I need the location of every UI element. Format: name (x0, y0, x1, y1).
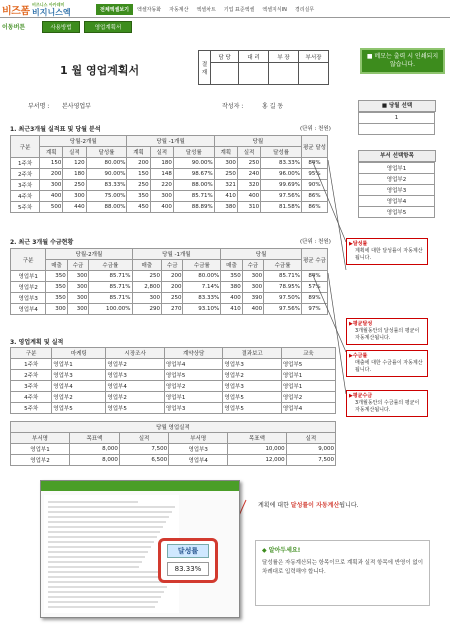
table-row (11, 444, 336, 455)
callout-text: 계획에 대한 달성률이 자동계산됩니다. (355, 248, 423, 261)
col-header: 목표액 (70, 433, 120, 444)
col-group: 당월-2개월 (40, 136, 127, 147)
nav-item-autocalc[interactable]: 자동계산 (169, 7, 189, 13)
table-cell[interactable]: 영업부5 (223, 403, 281, 414)
table-cell[interactable]: 410 (214, 191, 237, 202)
preview-line (48, 586, 167, 588)
approval-col: 대 리 (239, 51, 269, 63)
dept-option[interactable]: 영업부4 (359, 196, 435, 207)
col-header: 계약상담 (164, 348, 222, 359)
table-cell: 5주차 (11, 202, 40, 213)
table-cell: 7.14% (183, 282, 221, 293)
table-cell[interactable]: 400 (242, 304, 263, 315)
table-cell[interactable]: 390 (242, 293, 263, 304)
table-cell: 89% (301, 293, 327, 304)
caption-pre: 계획에 대한 (258, 502, 291, 509)
table-cell[interactable]: 321 (214, 180, 237, 191)
dept-option[interactable]: 영업부2 (359, 174, 435, 185)
col-sub: 계획 (127, 147, 150, 158)
table-cell: 영업부1 (11, 271, 46, 282)
dept-select-head: 부서 선택항목 (358, 150, 436, 162)
preview-line (48, 501, 138, 503)
table-cell[interactable]: 영업부2 (52, 392, 106, 403)
table-cell[interactable]: 300 (150, 191, 173, 202)
table-cell[interactable]: 영업부4 (52, 381, 106, 392)
rate-label: 달성률 (167, 544, 209, 558)
table-cell: 97.56% (261, 191, 302, 202)
table-cell[interactable]: 350 (46, 293, 67, 304)
table-cell[interactable]: 350 (46, 271, 67, 282)
tip-box (255, 540, 430, 606)
preview-line (48, 551, 148, 553)
col-sub: 수금률 (183, 260, 221, 271)
page-title: 1 월 영업계획서 (60, 64, 140, 77)
table-cell: 영업부2 (11, 282, 46, 293)
unit-label: (단위 : 천원) (300, 126, 331, 132)
table-cell: 85.71% (89, 282, 132, 293)
preview-line (48, 606, 155, 608)
table-cell[interactable]: 220 (150, 180, 173, 191)
month-select-value[interactable]: 1 (359, 113, 435, 124)
table-cell: 88.89% (173, 202, 214, 213)
table-cell[interactable]: 영업부1 (164, 392, 222, 403)
table-cell[interactable]: 250 (237, 158, 260, 169)
table-row (11, 370, 336, 381)
col-header: 실적 (286, 433, 335, 444)
table-cell[interactable]: 300 (242, 282, 263, 293)
table-row (11, 293, 328, 304)
table-cell: 80.00% (183, 271, 221, 282)
nav-item-accounting[interactable]: 경리실무 (294, 7, 315, 13)
sign-cell[interactable] (239, 63, 269, 85)
table-cell[interactable]: 300 (67, 293, 88, 304)
table-row (11, 191, 328, 202)
preview-line (48, 506, 175, 508)
table-row (11, 271, 328, 282)
callout-note (346, 350, 428, 377)
col-group: 당월 -1개월 (132, 249, 221, 260)
performance-table (10, 135, 328, 213)
preview-line (48, 591, 164, 593)
approval-col: 부서장 (299, 51, 329, 63)
sign-cell[interactable] (211, 63, 239, 85)
col-sub: 수금 (162, 260, 183, 271)
table-cell[interactable]: 영업부1 (52, 359, 106, 370)
table-cell[interactable]: 300 (67, 271, 88, 282)
table-cell: 99.69% (261, 180, 302, 191)
table-cell[interactable]: 400 (237, 191, 260, 202)
nav-item-knowledge[interactable]: 엑셀지식IN (262, 7, 287, 13)
table-cell[interactable]: 300 (132, 293, 162, 304)
move-button-label: 이동버튼 (2, 24, 26, 31)
table-row (11, 359, 336, 370)
table-cell[interactable]: 120 (63, 158, 86, 169)
table-cell[interactable]: 270 (162, 304, 183, 315)
table-cell[interactable]: 410 (221, 304, 242, 315)
sign-cell[interactable] (299, 63, 329, 85)
preview-line (48, 541, 154, 543)
logo-brand: 비지니스엑 (32, 8, 71, 17)
preview-line (48, 546, 151, 548)
month-select (358, 112, 435, 135)
col-sub: 달성률 (261, 147, 302, 158)
approval-head: 결재 (199, 51, 211, 85)
table-cell[interactable]: 180 (150, 158, 173, 169)
preview-line (48, 571, 176, 573)
table-row (11, 169, 328, 180)
table-cell[interactable]: 400 (221, 293, 242, 304)
table-cell: 80.00% (86, 158, 127, 169)
table-cell: 86% (301, 202, 327, 213)
callout-head: ▶수금률 (349, 353, 368, 359)
table-cell[interactable]: 350 (221, 271, 242, 282)
table-cell: 85.71% (89, 293, 132, 304)
table-cell[interactable]: 6,500 (119, 455, 168, 466)
col-header: 실적 (119, 433, 168, 444)
dept-label: 부서명 : (28, 103, 50, 110)
section2-title: 2. 최근 3개월 수금현황 (10, 239, 74, 246)
col-header: 교육 (281, 348, 335, 359)
preview-line (48, 561, 142, 563)
tip-text: 달성률은 자동계산되는 항목이므로 계획과 실적 항목에 반영이 없이 차례대로 입력해야 합니다. (262, 560, 424, 575)
table-row (11, 180, 328, 191)
table-cell: 90.00% (86, 169, 127, 180)
nav-item-standard[interactable]: 기업 표준엑셀 (223, 7, 255, 13)
caption-emphasis: 달성률이 자동계산 (290, 502, 340, 509)
preview-header-bar (41, 481, 240, 491)
table-cell[interactable]: 영업부4 (106, 381, 164, 392)
col-group: 당월 (214, 136, 301, 147)
table-cell: 96.00% (261, 169, 302, 180)
table-cell: 88.00% (86, 202, 127, 213)
table-cell[interactable]: 영업부2 (223, 370, 281, 381)
table-cell: 3주차 (11, 180, 40, 191)
rate-zoom-bubble (158, 538, 218, 583)
table-cell: 83.33% (183, 293, 221, 304)
table-cell: 영업부4 (11, 304, 46, 315)
table-cell: 97% (301, 304, 327, 315)
col-sub: 실적 (237, 147, 260, 158)
table-row (11, 304, 328, 315)
col-group: 당월-2개월 (46, 249, 132, 260)
table-cell[interactable]: 350 (46, 282, 67, 293)
table-row (11, 455, 336, 466)
preview-line (48, 531, 160, 533)
table-cell: 57% (301, 282, 327, 293)
table-cell[interactable]: 영업부2 (164, 381, 222, 392)
table-cell[interactable]: 영업부2 (106, 392, 164, 403)
col-sub: 계획 (214, 147, 237, 158)
table-cell: 4주차 (11, 392, 52, 403)
col-sub: 매출 (221, 260, 242, 271)
preview-line (48, 596, 161, 598)
table-cell: 95% (301, 169, 327, 180)
table-cell: 81.58% (261, 202, 302, 213)
nav-item-all[interactable]: 전체엑셀보기 (96, 4, 133, 15)
table-cell: 2주차 (11, 370, 52, 381)
spacer (359, 124, 435, 135)
preview-caption (258, 500, 359, 509)
table-cell[interactable]: 8,000 (70, 444, 120, 455)
table-cell: 97.56% (264, 304, 302, 315)
preview-line (48, 581, 170, 583)
col-gubun: 구분 (11, 136, 40, 158)
table-cell[interactable]: 500 (40, 202, 63, 213)
table-cell[interactable]: 300 (67, 282, 88, 293)
preview-line (48, 566, 139, 568)
preview-line (48, 576, 173, 578)
table-cell[interactable]: 영업부2 (281, 392, 335, 403)
table-cell[interactable]: 영업부4 (164, 359, 222, 370)
tab-sales-plan[interactable]: 영업계획서 (84, 21, 132, 33)
table-cell[interactable]: 영업부3 (169, 444, 228, 455)
preview-line (48, 536, 157, 538)
table-row (11, 381, 336, 392)
preview-line (48, 556, 145, 558)
table-cell[interactable]: 200 (40, 169, 63, 180)
table-cell: 2주차 (11, 169, 40, 180)
table-cell[interactable]: 영업부1 (281, 370, 335, 381)
nav-item-chart[interactable]: 엑셀차트 (196, 7, 216, 13)
col-gubun: 구분 (11, 249, 46, 271)
table-cell[interactable]: 250 (127, 180, 150, 191)
col-sub: 달성률 (173, 147, 214, 158)
table-cell[interactable]: 영업부5 (52, 403, 106, 414)
preview-line (48, 521, 166, 523)
table-cell[interactable]: 450 (127, 202, 150, 213)
table-cell[interactable]: 영업부4 (281, 403, 335, 414)
table-cell[interactable]: 290 (132, 304, 162, 315)
table-cell[interactable]: 영업부2 (106, 359, 164, 370)
col-sub: 수금 (67, 260, 88, 271)
table-cell[interactable]: 영업부1 (281, 381, 335, 392)
table-cell[interactable]: 150 (127, 169, 150, 180)
table-cell[interactable]: 150 (40, 158, 63, 169)
table-cell: 98.67% (173, 169, 214, 180)
table-cell[interactable]: 영업부4 (169, 455, 228, 466)
table-cell[interactable]: 영업부5 (164, 370, 222, 381)
col-group: 당월 (221, 249, 302, 260)
plan-table (10, 347, 336, 414)
approval-col: 담 당 (211, 51, 239, 63)
preview-line (48, 516, 169, 518)
callout-note (346, 390, 428, 417)
unit-label: (단위 : 천원) (300, 239, 331, 245)
table-cell[interactable]: 300 (40, 180, 63, 191)
col-sub: 달성률 (86, 147, 127, 158)
table-cell[interactable]: 300 (67, 304, 88, 315)
logo-main: 비즈폼 (2, 6, 30, 17)
table-cell[interactable]: 300 (63, 191, 86, 202)
month-select-head: ■ 당월 선택 (358, 100, 436, 112)
table-cell: 86% (301, 191, 327, 202)
table-cell[interactable]: 영업부3 (223, 381, 281, 392)
col-sub: 계획 (40, 147, 63, 158)
table-cell[interactable]: 8,000 (70, 455, 120, 466)
logo[interactable] (2, 2, 76, 17)
table-cell[interactable]: 영업부5 (106, 403, 164, 414)
table-cell: 83.33% (86, 180, 127, 191)
table-cell[interactable]: 영업부3 (52, 370, 106, 381)
table-cell[interactable]: 영업부3 (223, 359, 281, 370)
sign-cell[interactable] (269, 63, 299, 85)
col-sub: 실적 (63, 147, 86, 158)
table-cell[interactable]: 영업부1 (11, 444, 70, 455)
tip-head: ◆ 알아두세요! (262, 547, 301, 554)
table-cell[interactable]: 영업부3 (106, 370, 164, 381)
col-sub: 매출 (132, 260, 162, 271)
table-cell: 84% (301, 158, 327, 169)
table-cell[interactable]: 400 (40, 191, 63, 202)
table-cell[interactable]: 300 (242, 271, 263, 282)
perf-title: 당월 영업실적 (11, 422, 336, 433)
section3-title: 3. 영업계획 및 실적 (10, 339, 64, 346)
col-header: 목표액 (228, 433, 287, 444)
col-sub: 실적 (150, 147, 173, 158)
dept-select-list (358, 162, 435, 218)
col-header: 부서명 (11, 433, 70, 444)
dept-option[interactable]: 영업부5 (359, 207, 435, 218)
table-cell: 88.00% (173, 180, 214, 191)
table-cell: 78.95% (264, 282, 302, 293)
col-avg: 평균 수금 (301, 249, 327, 271)
table-cell[interactable]: 440 (63, 202, 86, 213)
col-group: 당월 -1개월 (127, 136, 214, 147)
dept-value[interactable]: 본사영업부 (62, 103, 91, 110)
table-cell: 84% (301, 271, 327, 282)
table-cell[interactable]: 영업부5 (223, 392, 281, 403)
table-cell[interactable]: 250 (214, 169, 237, 180)
table-cell: 97.50% (264, 293, 302, 304)
dept-option[interactable]: 영업부3 (359, 185, 435, 196)
col-header: 마케팅 (52, 348, 106, 359)
rate-value: 83.33% (167, 562, 209, 576)
table-cell[interactable]: 영업부2 (11, 455, 70, 466)
table-cell[interactable]: 12,000 (228, 455, 287, 466)
table-cell[interactable]: 7,500 (119, 444, 168, 455)
callout-text: 매출에 대한 수금률이 자동계산됩니다. (355, 360, 423, 373)
preview-line (48, 601, 158, 603)
table-cell[interactable]: 200 (162, 271, 183, 282)
col-header: 시장조사 (106, 348, 164, 359)
logo-sub: 비즈니스 아카데미 (32, 2, 65, 7)
sub-bar (0, 18, 450, 38)
table-cell[interactable]: 400 (150, 202, 173, 213)
table-cell[interactable]: 200 (127, 158, 150, 169)
col-sub: 매출 (46, 260, 67, 271)
callout-text: 3개월동안의 달성률의 평균이 자동계산됩니다. (355, 328, 420, 341)
nav-menu (96, 4, 318, 15)
table-cell[interactable]: 240 (237, 169, 260, 180)
callout-head: ▶달성률 (349, 241, 368, 247)
table-cell[interactable]: 영업부3 (164, 403, 222, 414)
table-cell[interactable]: 148 (150, 169, 173, 180)
table-row (11, 282, 328, 293)
table-cell[interactable]: 380 (214, 202, 237, 213)
table-cell[interactable]: 2,800 (132, 282, 162, 293)
table-cell: 85.71% (264, 271, 302, 282)
col-sub: 수금률 (89, 260, 132, 271)
table-cell[interactable]: 10,000 (228, 444, 287, 455)
callout-head: ▶평균수금 (349, 393, 373, 399)
table-cell[interactable]: 9,000 (286, 444, 335, 455)
callout-text: 3개월동안의 수금률의 평균이 자동계산됩니다. (355, 400, 420, 413)
table-cell[interactable]: 200 (162, 282, 183, 293)
table-cell: 1주차 (11, 158, 40, 169)
table-cell[interactable]: 250 (162, 293, 183, 304)
section1-title: 1. 최근3개월 실적표 및 당월 분석 (10, 126, 101, 133)
table-cell: 5주차 (11, 403, 52, 414)
table-row (11, 392, 336, 403)
print-notice: ■ 메모는 출력 시 인쇄되지 않습니다. (360, 48, 445, 74)
table-cell[interactable]: 300 (46, 304, 67, 315)
table-cell[interactable]: 300 (214, 158, 237, 169)
table-cell: 93.10% (183, 304, 221, 315)
table-cell[interactable]: 310 (237, 202, 260, 213)
dept-option[interactable]: 영업부1 (359, 163, 435, 174)
table-cell[interactable]: 380 (221, 282, 242, 293)
table-cell: 85.71% (89, 271, 132, 282)
table-cell[interactable]: 350 (127, 191, 150, 202)
table-cell[interactable]: 250 (63, 180, 86, 191)
preview-line (48, 526, 163, 528)
writer-value[interactable]: 홍 길 동 (262, 103, 284, 110)
table-cell[interactable]: 영업부5 (281, 359, 335, 370)
callout-head: ▶평균달성 (349, 321, 373, 327)
table-row (11, 202, 328, 213)
preview-line (48, 511, 172, 513)
table-row (11, 158, 328, 169)
table-cell: 85.71% (173, 191, 214, 202)
col-sub: 수금률 (264, 260, 302, 271)
table-cell: 4주차 (11, 191, 40, 202)
table-cell[interactable]: 320 (237, 180, 260, 191)
col-sub: 수금 (242, 260, 263, 271)
table-cell[interactable]: 250 (132, 271, 162, 282)
writer-label: 작성자 : (222, 103, 244, 110)
monthly-perf-table (10, 421, 336, 466)
table-cell: 100.00% (89, 304, 132, 315)
table-cell: 영업부3 (11, 293, 46, 304)
approval-box (198, 50, 329, 85)
collection-table (10, 248, 328, 315)
approval-col: 부 장 (269, 51, 299, 63)
table-cell[interactable]: 7,500 (286, 455, 335, 466)
tab-howto[interactable]: 사용방법 (42, 21, 80, 33)
table-cell: 83.33% (261, 158, 302, 169)
table-cell: 1주차 (11, 359, 52, 370)
col-avg: 평균 달성 (301, 136, 327, 158)
top-nav (0, 0, 450, 18)
col-header: 부서명 (169, 433, 228, 444)
table-cell[interactable]: 180 (63, 169, 86, 180)
callout-note (346, 318, 428, 345)
nav-item-automation[interactable]: 엑셀자동화 (136, 7, 162, 13)
table-cell: 90.00% (173, 158, 214, 169)
table-cell: 75.00% (86, 191, 127, 202)
table-cell: 3주차 (11, 381, 52, 392)
col-header: 결과보고 (223, 348, 281, 359)
caption-post: 됩니다. (339, 502, 359, 509)
callout-note (346, 238, 428, 265)
table-cell: 90% (301, 180, 327, 191)
col-header: 구분 (11, 348, 52, 359)
table-row (11, 403, 336, 414)
